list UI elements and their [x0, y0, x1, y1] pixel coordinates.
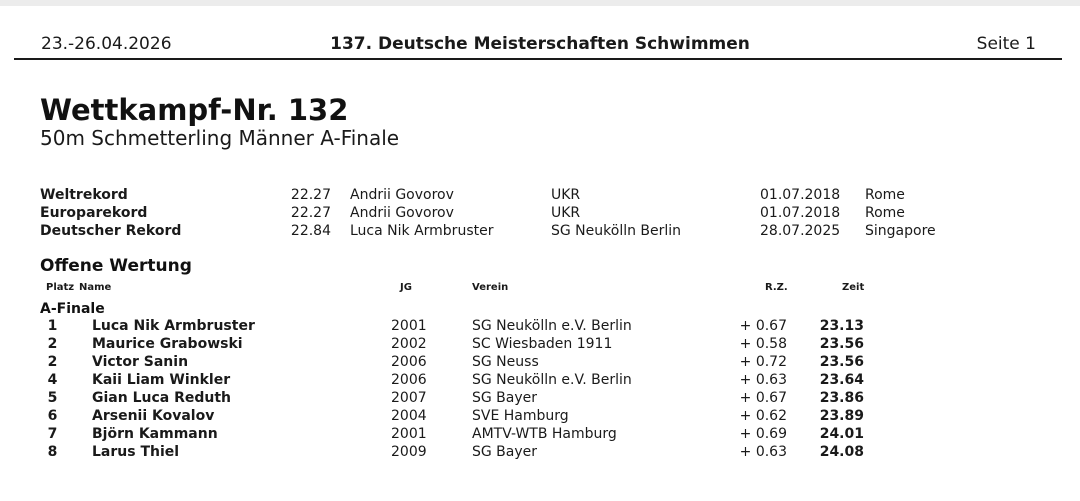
record-city: Singapore: [865, 223, 936, 239]
record-time: 22.84: [290, 223, 331, 239]
place: 2: [47, 336, 58, 352]
reaction-time: + 0.63: [739, 372, 787, 388]
record-time: 22.27: [290, 187, 331, 203]
club: SG Neukölln e.V. Berlin: [472, 318, 632, 334]
athlete-name: Kaii Liam Winkler: [92, 372, 231, 388]
record-city: Rome: [865, 187, 905, 203]
record-city: Rome: [865, 205, 905, 221]
place: 7: [47, 426, 58, 442]
header-date: 23.-26.04.2026: [41, 34, 172, 54]
reaction-time: + 0.69: [739, 426, 787, 442]
birth-year: 2009: [391, 444, 427, 460]
place: 5: [47, 390, 58, 406]
column-header-reaction: R.Z.: [765, 282, 788, 293]
place: 8: [47, 444, 58, 460]
record-nation: SG Neukölln Berlin: [551, 223, 682, 239]
birth-year: 2001: [391, 318, 427, 334]
final-time: 23.56: [819, 336, 864, 352]
athlete-name: Björn Kammann: [92, 426, 218, 442]
section-title: Offene Wertung: [40, 256, 192, 276]
final-time: 24.01: [819, 426, 864, 442]
header-title: 137. Deutsche Meisterschaften Schwimmen: [330, 34, 750, 54]
record-label: Weltrekord: [40, 187, 128, 203]
birth-year: 2001: [391, 426, 427, 442]
club: SG Neukölln e.V. Berlin: [472, 372, 632, 388]
record-holder: Luca Nik Armbruster: [350, 223, 494, 239]
record-holder: Andrii Govorov: [350, 205, 454, 221]
column-header-time: Zeit: [842, 282, 865, 293]
club: SG Bayer: [472, 444, 538, 460]
birth-year: 2006: [391, 372, 427, 388]
final-time: 23.89: [819, 408, 864, 424]
reaction-time: + 0.62: [739, 408, 787, 424]
birth-year: 2002: [391, 336, 427, 352]
club: SG Bayer: [472, 390, 538, 406]
club: SG Neuss: [472, 354, 539, 370]
birth-year: 2007: [391, 390, 427, 406]
reaction-time: + 0.67: [739, 318, 787, 334]
column-header-club: Verein: [472, 282, 509, 293]
athlete-name: Victor Sanin: [92, 354, 189, 370]
place: 4: [47, 372, 58, 388]
club: SVE Hamburg: [472, 408, 569, 424]
final-time: 23.13: [819, 318, 864, 334]
place: 1: [47, 318, 58, 334]
athlete-name: Arsenii Kovalov: [92, 408, 215, 424]
record-label: Deutscher Rekord: [40, 223, 182, 239]
birth-year: 2004: [391, 408, 427, 424]
column-header-place: Platz: [46, 282, 75, 293]
athlete-name: Luca Nik Armbruster: [92, 318, 255, 334]
record-time: 22.27: [290, 205, 331, 221]
athlete-name: Maurice Grabowski: [92, 336, 243, 352]
final-time: 24.08: [819, 444, 864, 460]
birth-year: 2006: [391, 354, 427, 370]
top-strip: [0, 0, 1080, 6]
column-header-name: Name: [79, 282, 112, 293]
reaction-time: + 0.67: [739, 390, 787, 406]
reaction-time: + 0.63: [739, 444, 787, 460]
reaction-time: + 0.72: [739, 354, 787, 370]
record-label: Europarekord: [40, 205, 148, 221]
record-nation: UKR: [551, 205, 581, 221]
event-name: 50m Schmetterling Männer A-Finale: [40, 126, 400, 150]
place: 2: [47, 354, 58, 370]
final-time: 23.86: [819, 390, 864, 406]
place: 6: [47, 408, 58, 424]
athlete-name: Larus Thiel: [92, 444, 180, 460]
column-header-jg: JG: [400, 282, 412, 293]
record-date: 01.07.2018: [760, 187, 841, 203]
final-time: 23.64: [819, 372, 864, 388]
header-page-number: Seite 1: [976, 34, 1036, 54]
club: SC Wiesbaden 1911: [472, 336, 613, 352]
event-number: Wettkampf-Nr. 132: [40, 93, 349, 127]
record-nation: UKR: [551, 187, 581, 203]
athlete-name: Gian Luca Reduth: [92, 390, 232, 406]
record-holder: Andrii Govorov: [350, 187, 454, 203]
reaction-time: + 0.58: [739, 336, 787, 352]
header-divider: [14, 58, 1062, 60]
record-date: 28.07.2025: [760, 223, 841, 239]
club: AMTV-WTB Hamburg: [472, 426, 617, 442]
subsection-title: A-Finale: [40, 301, 105, 317]
record-date: 01.07.2018: [760, 205, 841, 221]
final-time: 23.56: [819, 354, 864, 370]
